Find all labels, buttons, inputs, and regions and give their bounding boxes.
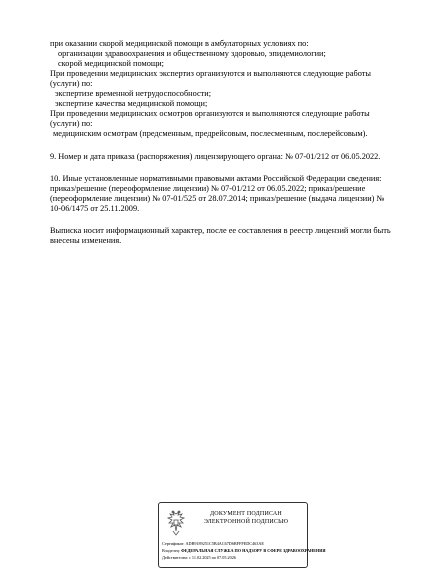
text-line: При проведении медицинских осмотров организуются и выполняются следующие работы <box>50 109 370 118</box>
certificate-label: Сертификат: <box>162 541 185 546</box>
validity-label: Действителен: <box>162 555 188 560</box>
disclaimer-text: Выписка носит информационный характер, после ее составления в реестр лицензий могли быть <box>50 226 391 235</box>
stamp-validity <box>162 555 307 560</box>
stamp-certificate <box>162 541 307 546</box>
section-10-text: (переоформление лицензии) № 07-01/525 от 28.07.2014; приказ/решение (выдача лицензии) № <box>50 194 385 203</box>
coat-of-arms-icon <box>165 509 187 539</box>
text-line: (услуги) по: <box>50 119 93 128</box>
owner-value: ФЕДЕРАЛЬНАЯ СЛУЖБА ПО НАДЗОРУ В СФЕРЕ ЗДРАВООХРАНЕНИЯ <box>181 548 326 553</box>
validity-value: с 11.02.2025 по 07.05.2026 <box>189 555 236 560</box>
section-10-text: приказ/решение (переоформление лицензии) № 07-01/212 от 06.05.2022; приказ/решение <box>50 184 366 193</box>
text-line: организации здравоохранения и общественному здоровью, эпидемиологии; <box>58 49 326 58</box>
text-line: экспертизе качества медицинской помощи; <box>55 99 208 108</box>
certificate-value: ADB9189251C5B4AC67D6BFFFEDC463AE <box>185 541 264 546</box>
section-10-text: 10-06/1475 от 25.11.2009. <box>50 204 140 213</box>
text-line: медицинским осмотрам (предсменным, предрейсовым, послесменным, послерейсовым). <box>53 129 368 138</box>
disclaimer-text: внесены изменения. <box>50 236 122 245</box>
text-line: экспертизе временной нетрудоспособности; <box>55 89 212 98</box>
text-line: при оказании скорой медицинской помощи в амбулаторных условиях по: <box>50 39 309 48</box>
text-line: скорой медицинской помощи; <box>58 59 164 68</box>
text-line: (услуги) по: <box>50 79 93 88</box>
text-line: При проведении медицинских экспертиз организуются и выполняются следующие работы <box>50 69 371 78</box>
stamp-subtitle: ЭЛЕКТРОННОЙ ПОДПИСЬЮ <box>203 519 289 525</box>
stamp-owner <box>162 548 326 553</box>
section-10-text: 10. Иные установленные нормативными правовыми актами Российской Федерации сведения: <box>50 174 382 183</box>
section-9-text: 9. Номер и дата приказа (распоряжения) лицензирующего органа: № 07-01/212 от 06.05.2022. <box>50 152 381 161</box>
owner-label: Владелец: <box>162 548 181 553</box>
electronic-signature-stamp <box>158 502 326 568</box>
stamp-title: ДОКУМЕНТ ПОДПИСАН <box>210 511 282 517</box>
